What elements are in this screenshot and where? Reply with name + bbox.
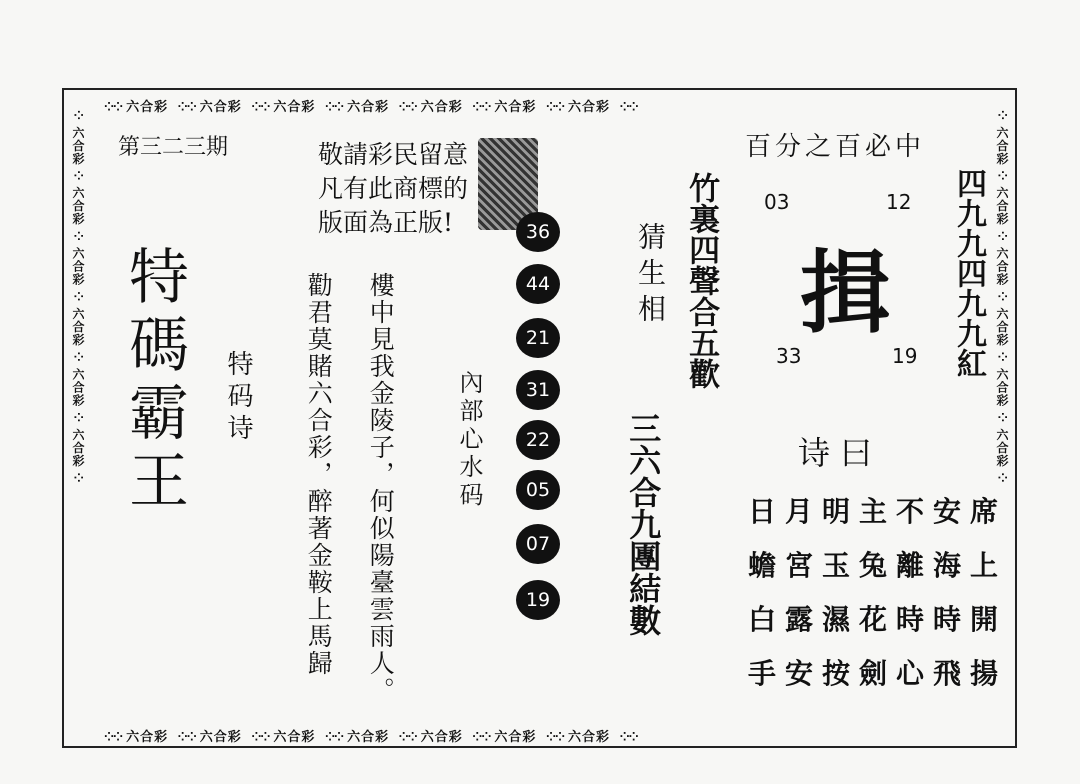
guess-zodiac-label: 猜生相 <box>634 222 667 330</box>
right-border-ornament: ⁘ 六合彩 ⁘ 六合彩 ⁘ 六合彩 ⁘ 六合彩 ⁘ 六合彩 ⁘ 六合彩 ⁘ <box>995 110 1009 484</box>
number-ball: 44 <box>516 264 560 304</box>
corner-number-top-left: 03 <box>764 190 790 214</box>
featured-character: 揖 <box>800 240 890 346</box>
riddle-line-2: 三六合九團結數 <box>624 412 663 636</box>
left-border-ornament: ⁘ 六合彩 ⁘ 六合彩 ⁘ 六合彩 ⁘ 六合彩 ⁘ 六合彩 ⁘ 六合彩 ⁘ <box>71 110 85 484</box>
poem-row: 日月明主不安席 <box>748 495 1008 528</box>
corner-number-top-right: 12 <box>886 190 912 214</box>
number-ball: 36 <box>516 212 560 252</box>
poem-row: 手安按劍心飛揚 <box>748 657 1008 690</box>
corner-number-bottom-right: 19 <box>892 344 918 368</box>
poem-line-2: 勸君莫賭六合彩，醉著金鞍上馬歸 <box>304 272 334 677</box>
number-ball: 19 <box>516 580 560 620</box>
sure-hit-heading: 百分之百必中 <box>745 132 926 162</box>
riddle-line-1: 竹裏四聲合五歡 <box>683 172 720 389</box>
issue-number: 第三二三期 <box>118 135 229 160</box>
number-ball: 21 <box>516 318 560 358</box>
poem-title: 诗曰 <box>798 434 883 472</box>
number-ball: 31 <box>516 370 560 410</box>
page-title: 特碼霸王 <box>119 245 189 517</box>
poem-label: 特码诗 <box>223 350 253 446</box>
top-border-ornament: ⁘⁘ 六合彩 ⁘⁘ 六合彩 ⁘⁘ 六合彩 ⁘⁘ 六合彩 ⁘⁘ 六合彩 ⁘⁘ 六合彩 ⁘⁘ 六合彩 ⁘⁘ <box>104 100 638 115</box>
poem-row: 蟾宮玉兔離海上 <box>748 549 1008 582</box>
red-numbers-line: 四九九四九九紅 <box>951 168 986 378</box>
bottom-border-ornament: ⁘⁘ 六合彩 ⁘⁘ 六合彩 ⁘⁘ 六合彩 ⁘⁘ 六合彩 ⁘⁘ 六合彩 ⁘⁘ 六合彩 ⁘⁘ 六合彩 ⁘⁘ <box>104 730 638 745</box>
corner-number-bottom-left: 33 <box>776 344 802 368</box>
number-ball: 05 <box>516 470 560 510</box>
poem-line-1: 樓中見我金陵子，何似陽臺雲雨人。 <box>366 272 396 704</box>
number-ball: 22 <box>516 420 560 460</box>
poem-row: 白露濕花時時開 <box>748 603 1008 636</box>
outer-frame <box>62 88 1017 748</box>
authenticity-notice: 敬請彩民留意凡有此商標的版面為正版! <box>318 140 469 237</box>
number-ball: 07 <box>516 524 560 564</box>
inner-tip-label: 內部心水码 <box>455 370 483 510</box>
